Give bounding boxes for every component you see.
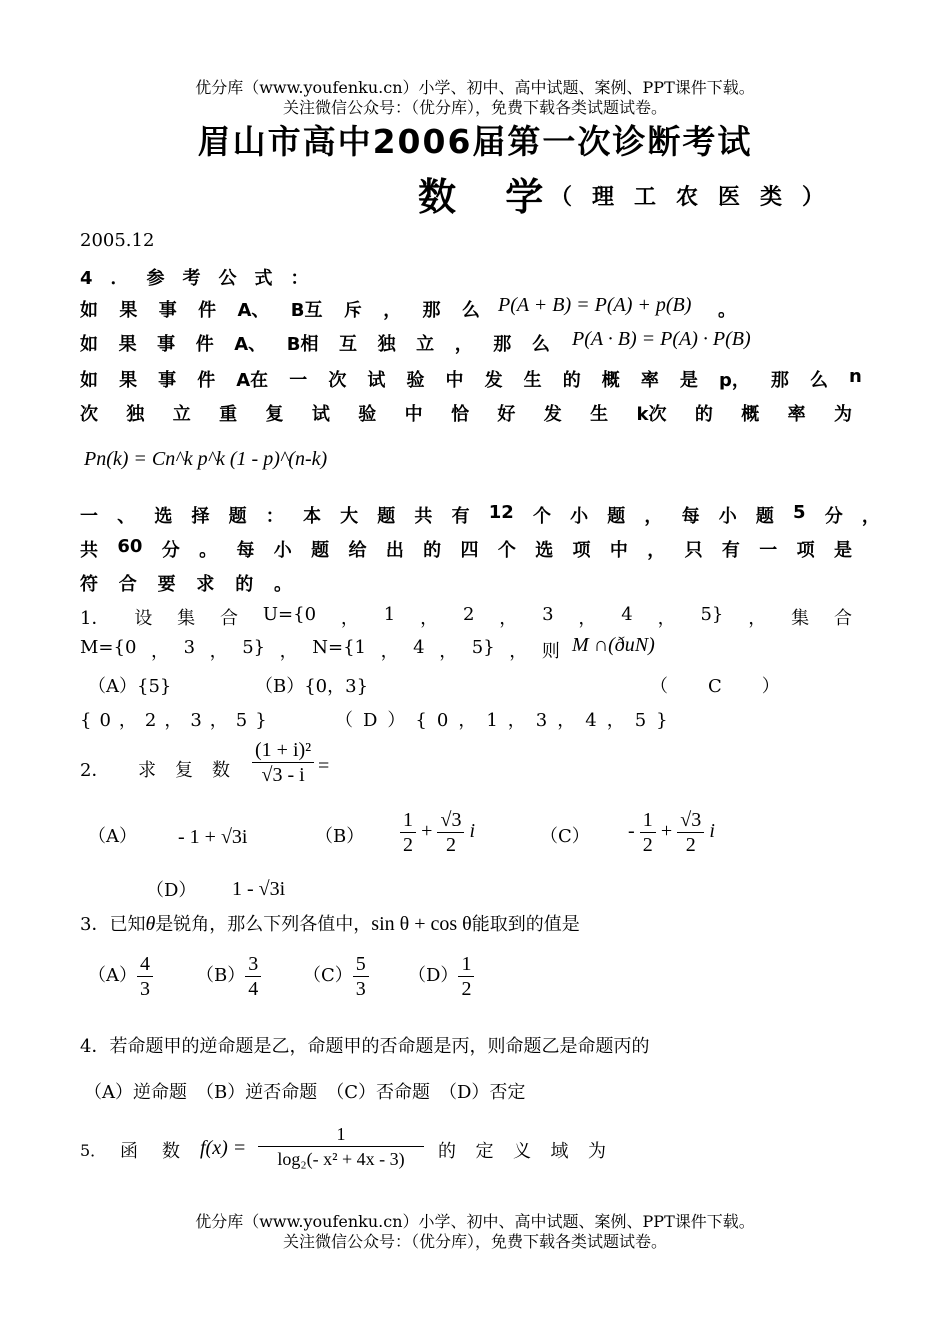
char: 如 bbox=[80, 370, 98, 391]
frac-den: 2 bbox=[461, 978, 472, 1000]
char: B互 bbox=[290, 300, 323, 321]
char: ， bbox=[861, 506, 880, 527]
q2-denominator: √3 - i bbox=[261, 764, 305, 786]
char: 中 bbox=[445, 370, 464, 391]
char: ， bbox=[209, 641, 228, 662]
char: 的 bbox=[235, 574, 254, 595]
char: 的 bbox=[423, 540, 442, 561]
q3-option-c bbox=[303, 952, 369, 1001]
q3-stem bbox=[80, 910, 580, 936]
char: 12 bbox=[488, 502, 514, 523]
q2-numerator: (1 + i)² bbox=[252, 738, 314, 763]
char: 选 bbox=[154, 506, 173, 527]
q3-expression: sin θ + cos θ bbox=[371, 913, 472, 935]
char: 生 bbox=[523, 370, 542, 391]
q3-option-a bbox=[88, 952, 153, 1001]
char: 数 bbox=[162, 1141, 180, 1162]
char: 果 bbox=[119, 370, 138, 391]
char: 5 bbox=[793, 502, 806, 523]
char: 5} bbox=[242, 637, 266, 658]
char: 有 bbox=[451, 506, 470, 527]
q2-equals: = bbox=[318, 755, 330, 777]
q2-option-a: - 1 + √3i bbox=[178, 826, 248, 848]
char: 小 bbox=[273, 540, 292, 561]
char: ， bbox=[644, 506, 663, 527]
char: 立 bbox=[416, 334, 435, 355]
char: 择 bbox=[191, 506, 210, 527]
formula-1-end: 。 bbox=[718, 300, 736, 321]
q5-lhs: f(x) = bbox=[200, 1137, 247, 1159]
char: 中 bbox=[609, 540, 628, 561]
char: 出 bbox=[385, 540, 404, 561]
char: 事 bbox=[158, 300, 177, 321]
char: ， bbox=[657, 608, 676, 629]
char: B相 bbox=[286, 334, 319, 355]
char: 项 bbox=[796, 540, 815, 561]
q1-line-2 bbox=[80, 637, 560, 663]
q4-stem: 4．若命题甲的逆命题是乙，命题甲的否命题是丙，则命题乙是命题丙的 bbox=[80, 1036, 650, 1057]
exam-date: 2005.12 bbox=[80, 230, 155, 251]
char: 的 bbox=[438, 1141, 456, 1162]
q3-stem-part1: 3．已知 bbox=[80, 914, 146, 935]
char: 验 bbox=[358, 404, 377, 425]
char: 求 bbox=[196, 574, 215, 595]
q3-stem-part3: 能取到的值是 bbox=[471, 914, 580, 935]
q2-option-a-label: （A） bbox=[88, 826, 137, 847]
char: ， bbox=[340, 608, 359, 629]
char: 么 bbox=[809, 370, 828, 391]
char: 果 bbox=[118, 334, 137, 355]
char: 题 bbox=[228, 506, 247, 527]
char: 好 bbox=[497, 404, 516, 425]
char: 验 bbox=[406, 370, 425, 391]
char: 果 bbox=[119, 300, 138, 321]
char: ， bbox=[578, 608, 597, 629]
char: 5} bbox=[471, 637, 495, 658]
char: 一 bbox=[289, 370, 308, 391]
char: 立 bbox=[172, 404, 191, 425]
char: 1 bbox=[383, 604, 396, 625]
char: 为 bbox=[833, 404, 852, 425]
char: ， bbox=[151, 641, 169, 662]
char: 那 bbox=[493, 334, 512, 355]
q1-expression: M ∩(ðuN) bbox=[572, 634, 655, 656]
q3-option-b bbox=[196, 952, 261, 1001]
char: ， bbox=[380, 641, 399, 662]
char: 共 bbox=[80, 540, 98, 561]
char: 给 bbox=[348, 540, 367, 561]
char: 题 bbox=[755, 506, 774, 527]
q5-fraction bbox=[258, 1122, 424, 1171]
frac-num: √3 bbox=[677, 808, 704, 833]
char: ， bbox=[499, 608, 518, 629]
char: 的 bbox=[694, 404, 713, 425]
option-label: （B） bbox=[196, 965, 246, 986]
formula-line-2 bbox=[80, 330, 550, 356]
frac-num: 3 bbox=[245, 952, 261, 977]
q2-label: 2． bbox=[80, 760, 110, 781]
char: 生 bbox=[590, 404, 609, 425]
char: 分 bbox=[161, 540, 180, 561]
q1-option-a: （A）{5} bbox=[88, 676, 172, 697]
char: 的 bbox=[562, 370, 581, 391]
char: ， bbox=[647, 540, 666, 561]
char: A、 bbox=[237, 300, 270, 321]
plus: + bbox=[660, 820, 673, 842]
formula-5-expression: Pn(k) = Cn^k p^k (1 - p)^(n-k) bbox=[84, 448, 328, 470]
char: ， bbox=[420, 608, 439, 629]
char: 为 bbox=[588, 1141, 606, 1162]
char: 事 bbox=[158, 370, 177, 391]
char: 率 bbox=[640, 370, 659, 391]
char: 个 bbox=[497, 540, 516, 561]
q5-stem-1 bbox=[120, 1137, 180, 1163]
char: ， bbox=[509, 641, 528, 662]
char: 概 bbox=[741, 404, 760, 425]
char: 集 bbox=[791, 608, 810, 629]
footer-line-2: 关注微信公众号：（优分库），免费下载各类试题试卷。 bbox=[282, 1232, 667, 1251]
char: 。 bbox=[199, 540, 218, 561]
char: A在 bbox=[236, 370, 269, 391]
q2-option-c bbox=[628, 808, 715, 857]
char: 符 bbox=[80, 574, 98, 595]
q5-denominator: log₂(- x² + 4x - 3) bbox=[277, 1149, 405, 1169]
char: 项 bbox=[572, 540, 591, 561]
char: 5} bbox=[700, 604, 724, 625]
char: k次 bbox=[636, 404, 667, 425]
char: ， bbox=[454, 334, 473, 355]
subject-category: （理工农医类） bbox=[550, 185, 845, 210]
char: 事 bbox=[157, 334, 176, 355]
q4-options: （A）逆命题 （B）逆否命题 （C）否命题 （D）否定 bbox=[84, 1082, 526, 1103]
char: 斥 bbox=[343, 300, 362, 321]
q1-option-c: （C） bbox=[650, 676, 820, 697]
frac-num: 4 bbox=[137, 952, 153, 977]
char: 件 bbox=[195, 334, 214, 355]
char: ， bbox=[748, 608, 767, 629]
char: N={1 bbox=[312, 637, 366, 658]
q2-option-d-label: （D） bbox=[146, 880, 197, 901]
char: 中 bbox=[404, 404, 423, 425]
section1-line-3 bbox=[80, 570, 292, 596]
formula-1-expression: P(A + B) = P(A) + p(B) bbox=[498, 294, 692, 316]
char: 四 bbox=[460, 540, 479, 561]
char: 求 bbox=[138, 760, 156, 781]
char: 4 bbox=[621, 604, 633, 625]
header-line-1: 优分库（www.youfenku.cn）小学、初中、高中试题、案例、PPT课件下载。 bbox=[195, 78, 755, 97]
char: 3 bbox=[183, 637, 196, 658]
theta: θ bbox=[145, 913, 156, 935]
char: n bbox=[849, 366, 862, 387]
char: 共 bbox=[414, 506, 433, 527]
char: 合 bbox=[220, 608, 239, 629]
char: 本 bbox=[302, 506, 321, 527]
char: 复 bbox=[175, 760, 193, 781]
q2-option-b bbox=[400, 808, 475, 857]
plus: + bbox=[421, 820, 433, 842]
char: 分 bbox=[824, 506, 843, 527]
char: 重 bbox=[219, 404, 238, 425]
char: 则 bbox=[541, 641, 560, 662]
char: 那 bbox=[770, 370, 789, 391]
formula-heading: 4．参考公式： bbox=[80, 268, 327, 289]
formula-line-3 bbox=[80, 366, 862, 392]
frac-den: 2 bbox=[642, 834, 653, 856]
char: 2 bbox=[462, 604, 475, 625]
char: 试 bbox=[367, 370, 386, 391]
char: 么 bbox=[531, 334, 550, 355]
char: 设 bbox=[134, 608, 153, 629]
char: 发 bbox=[484, 370, 503, 391]
q1-option-c-value: {0，2，3，5} bbox=[80, 710, 275, 731]
header-line-2: 关注微信公众号：（优分库），免费下载各类试题试卷。 bbox=[282, 98, 667, 117]
char: 函 bbox=[120, 1141, 138, 1162]
char: 大 bbox=[340, 506, 359, 527]
char: 每 bbox=[236, 540, 255, 561]
char: 1． bbox=[80, 608, 110, 629]
char: 合 bbox=[118, 574, 137, 595]
section1-line-2 bbox=[80, 536, 852, 562]
formula-line-4 bbox=[80, 400, 852, 426]
q3-option-d bbox=[408, 952, 474, 1001]
section1-line-1 bbox=[80, 502, 880, 528]
char: 定 bbox=[475, 1141, 494, 1162]
char: 、 bbox=[117, 506, 136, 527]
char: 是 bbox=[679, 370, 698, 391]
q2-option-c-label: （C） bbox=[540, 826, 590, 847]
q3-stem-part2: 是锐角，那么下列各值中， bbox=[155, 914, 372, 935]
formula-line-1 bbox=[80, 296, 480, 322]
frac-den: 4 bbox=[248, 978, 259, 1000]
frac-den: 3 bbox=[140, 978, 150, 1000]
exam-title: 眉山市高中2006届第一次诊断考试 bbox=[197, 122, 753, 161]
char: ， bbox=[279, 641, 298, 662]
frac-num: 5 bbox=[353, 952, 369, 977]
imag-i: i bbox=[709, 820, 715, 842]
char: 次 bbox=[328, 370, 347, 391]
char: 有 bbox=[721, 540, 740, 561]
footer-line-1: 优分库（www.youfenku.cn）小学、初中、高中试题、案例、PPT课件下载。 bbox=[195, 1212, 755, 1231]
char: 件 bbox=[197, 370, 216, 391]
q2-fraction bbox=[252, 738, 314, 787]
frac-num: 1 bbox=[400, 808, 416, 833]
char: 复 bbox=[265, 404, 284, 425]
frac-den: 2 bbox=[685, 834, 696, 856]
char: 是 bbox=[833, 540, 852, 561]
char: 如 bbox=[80, 300, 98, 321]
char: U={0 bbox=[262, 604, 317, 625]
char: 。 bbox=[273, 574, 292, 595]
char: 概 bbox=[601, 370, 620, 391]
char: M={0 bbox=[80, 637, 137, 658]
char: 4 bbox=[413, 637, 425, 658]
option-label: （C） bbox=[303, 965, 353, 986]
char: 如 bbox=[80, 334, 98, 355]
char: 合 bbox=[833, 608, 852, 629]
char: 互 bbox=[339, 334, 358, 355]
q5-numerator: 1 bbox=[258, 1122, 424, 1147]
q1-line-1 bbox=[80, 604, 852, 630]
char: p， bbox=[718, 370, 750, 391]
char: 集 bbox=[177, 608, 196, 629]
char: 次 bbox=[80, 404, 98, 425]
q2-option-d: 1 - √3i bbox=[232, 878, 286, 900]
option-label: （D） bbox=[408, 965, 459, 986]
char: 3 bbox=[542, 604, 554, 625]
char: 率 bbox=[787, 404, 806, 425]
q2-stem bbox=[138, 756, 230, 782]
option-label: （A） bbox=[88, 965, 137, 986]
subject-title: 数 学 bbox=[418, 175, 562, 219]
formula-2-expression: P(A · B) = P(A) · P(B) bbox=[572, 328, 751, 350]
q2-option-b-label: （B） bbox=[315, 826, 365, 847]
char: 选 bbox=[535, 540, 554, 561]
char: A、 bbox=[234, 334, 267, 355]
q5-stem-2 bbox=[438, 1137, 606, 1163]
char: 题 bbox=[607, 506, 626, 527]
char: ， bbox=[383, 300, 402, 321]
char: 题 bbox=[311, 540, 330, 561]
char: ： bbox=[265, 506, 284, 527]
char: 只 bbox=[684, 540, 703, 561]
q1-option-d: （D）{0，1，3，4，5} bbox=[335, 710, 678, 731]
frac-den: 2 bbox=[445, 834, 456, 856]
char: 域 bbox=[550, 1141, 569, 1162]
char: 试 bbox=[311, 404, 330, 425]
frac-num: √3 bbox=[437, 808, 464, 833]
char: 独 bbox=[377, 334, 396, 355]
char: 义 bbox=[513, 1141, 531, 1162]
q1-option-b: （B）{0，3} bbox=[255, 676, 369, 697]
char: 60 bbox=[117, 536, 143, 557]
char: 件 bbox=[198, 300, 217, 321]
char: 一 bbox=[80, 506, 98, 527]
char: 一 bbox=[759, 540, 778, 561]
minus: - bbox=[628, 820, 635, 842]
imag-i: i bbox=[469, 820, 476, 842]
q5-label: 5． bbox=[80, 1141, 107, 1160]
char: 要 bbox=[157, 574, 176, 595]
char: ， bbox=[439, 641, 458, 662]
frac-den: 2 bbox=[403, 834, 413, 856]
char: 题 bbox=[377, 506, 396, 527]
char: 么 bbox=[461, 300, 480, 321]
frac-num: 1 bbox=[640, 808, 656, 833]
frac-den: 3 bbox=[355, 978, 366, 1000]
char: 数 bbox=[212, 760, 230, 781]
char: 每 bbox=[681, 506, 700, 527]
char: 发 bbox=[543, 404, 562, 425]
char: 小 bbox=[570, 506, 589, 527]
char: 独 bbox=[126, 404, 145, 425]
char: 小 bbox=[718, 506, 737, 527]
char: 个 bbox=[532, 506, 551, 527]
char: 恰 bbox=[451, 404, 469, 425]
frac-num: 1 bbox=[458, 952, 474, 977]
char: 那 bbox=[422, 300, 441, 321]
